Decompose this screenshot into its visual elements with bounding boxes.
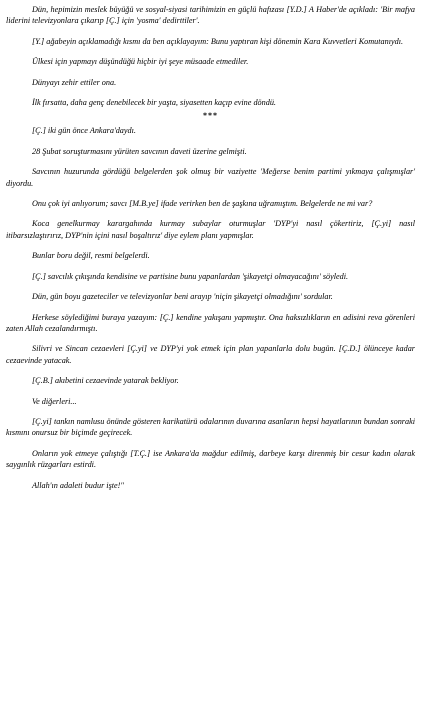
paragraph-18: [Ç.yi] tankın namlusu önünde gösteren karikatürü odalarının duvarına asanların hepsi hayatlarının bundan sonraki kısmını onursuz bir biçimde geçirecek. [6, 416, 415, 438]
paragraph-2: [Y.] ağabeyin açıklamadığı kısmı da ben açıklayayım: Bunu yaptıran kişi dönemin Kara Kuvvetleri Komutanıydı. [32, 36, 404, 46]
paragraph-9: Onu çok iyi anlıyorum; savcı [M.B.ye] ifade verirken ben de şaşkına uğramıştım. Belgelerde ne mi var? [32, 199, 373, 209]
section-separator: *** [203, 111, 218, 121]
paragraph-7: 28 Şubat soruşturmasını yürüten savcının daveti üzerine gelmişti. [32, 146, 247, 156]
paragraph-19: Onların yok etmeye çalıştığı [T.Ç.] ise Ankara'da mağdur edilmiş, darbeye karşı direnmiş bir cesur kadın olarak saygınlık rüzgarları estirdi. [6, 448, 415, 470]
paragraph-17: Ve diğerleri... [32, 396, 77, 406]
paragraph-3: Ülkesi için yapmayı düşündüğü hiçbir iyi şeye müsaade etmediler. [32, 57, 249, 67]
paragraph-16: [Ç.B.] akıbetini cezaevinde yatarak bekliyor. [32, 376, 179, 386]
paragraph-8: Savcının huzurunda gördüğü belgelerden şok olmuş bir vaziyette 'Meğerse benim partimi yıkmaya çalışmışlar' diyordu. [6, 167, 415, 188]
paragraph-5: İlk fırsatta, daha genç denebilecek bir yaşta, siyasetten kaçıp evine döndü. [32, 98, 276, 108]
paragraph-13: Dün, gün boyu gazeteciler ve televizyonlar beni arayıp 'niçin şikayetçi olmadığını' sordular. [32, 292, 333, 302]
paragraph-12: [Ç.] savcılık çıkışında kendisine ve partisine bunu yapanlardan 'şikayetçi olmayacağını' söyledi. [32, 271, 349, 281]
paragraph-4: Dünyayı zehir ettiler ona. [32, 77, 117, 87]
paragraph-11: Bunlar boru değil, resmi belgelerdi. [32, 251, 150, 261]
paragraph-15: Silivri ve Sincan cezaevleri [Ç.yi] ve DYP'yi yok etmek için plan yapanlarla dolu bugün. [Ç.D.] ölünceye kadar cezaevinde yatacak. [6, 344, 415, 365]
paragraph-6: [Ç.] iki gün önce Ankara'daydı. [32, 126, 136, 136]
paragraph-10: Koca genelkurmay karargahında kurmay subaylar oturmuşlar 'DYP'yi nasıl çökertiriz, [Ç.yi] nasıl itibarsızlaştırırız, DYP'nin içini nasıl boşaltırız' diye eylem planı yapmışlar. [6, 219, 415, 240]
paragraph-14: Herkese söylediğimi buraya yazayım: [Ç.] kendine yakışanı yapmıştır. Ona haksızlıkların en adisini reva görenleri zaten Allah cezalandırmıştı. [6, 312, 415, 333]
paragraph-1: Dün, hepimizin meslek büyüğü ve sosyal-siyasi tarihimizin en güçlü hafızası [Y.D.] A Haber'de açıkladı: 'Bir mafya liderini televizyonlara çıkarıp [Ç.] için 'yosma' dedirttiler'. [6, 5, 415, 26]
paragraph-20: Allah'ın adaleti budur işte!" [32, 480, 124, 490]
